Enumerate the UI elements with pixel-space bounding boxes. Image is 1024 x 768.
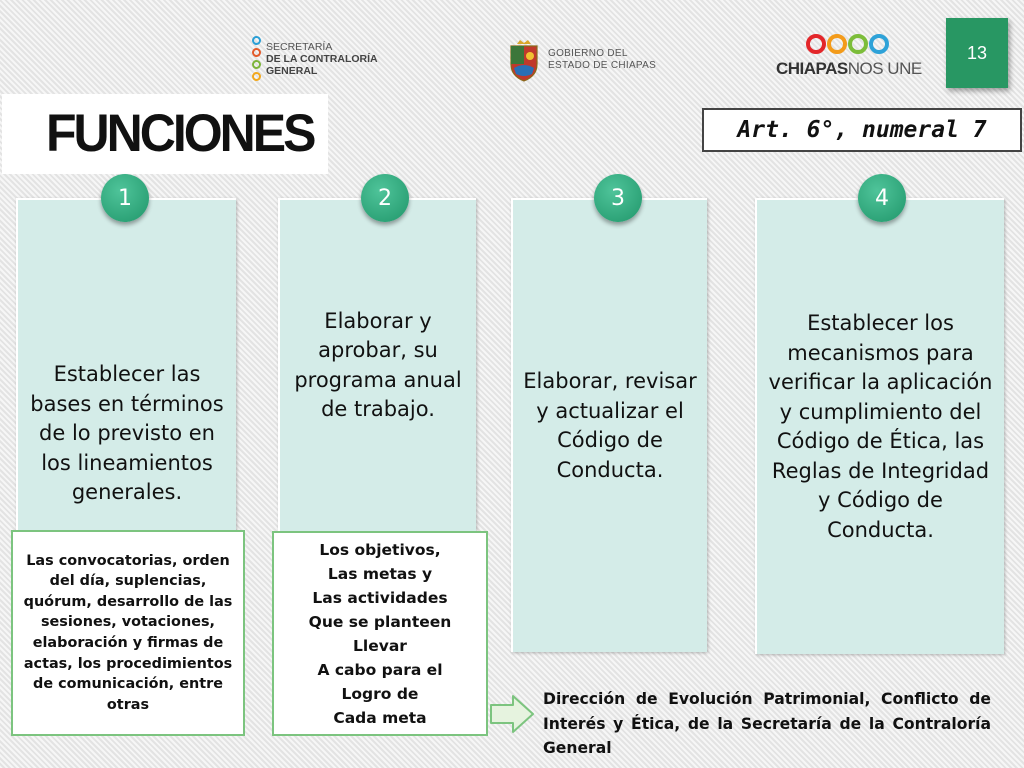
gobierno-logo-line1: GOBIERNO DEL: [548, 48, 628, 59]
note-line: Los objetivos,: [319, 540, 441, 559]
function-number-3: 3: [594, 174, 642, 222]
function-card-3: [511, 198, 707, 652]
note-line: Las actividades: [312, 588, 448, 607]
coat-of-arms-icon: [508, 38, 540, 82]
contraloria-logo-line3: GENERAL: [266, 64, 318, 77]
note-line: Llevar: [353, 636, 407, 655]
function-card-4: [755, 198, 1004, 654]
article-reference: Art. 6°, numeral 7: [702, 108, 1022, 152]
function-text-1: Establecer las bases en términos de lo previsto en los lineamientos generales.: [30, 362, 224, 505]
contraloria-logo: [252, 36, 378, 81]
function-number-1: 1: [101, 174, 149, 222]
page-title: FUNCIONES: [46, 103, 314, 163]
function-text-4: Establecer los mecanismos para verificar la aplicación y cumplimiento del Código de Ética, las Reglas de Integridad y Código de Conducta.: [768, 311, 993, 542]
right-arrow-icon: [489, 694, 535, 734]
chiapas-logo-strong: CHIAPAS: [776, 59, 848, 78]
note-line: Cada meta: [333, 708, 427, 727]
contraloria-dots-icon: [252, 36, 261, 81]
note-text-sessions: Las convocatorias, orden del día, suplencias, quórum, desarrollo de las sesiones, votaciones, elaboración y firmas de actas, los procedimientos de comunicación, entre otras: [23, 552, 233, 713]
contraloria-logo-line2: DE LA CONTRALORÍA: [266, 52, 378, 65]
chiapas-rings-icon: [806, 34, 889, 54]
contraloria-logo-line1: SECRETARÍA: [266, 40, 333, 53]
function-text-3: Elaborar, revisar y actualizar el Código de Conducta.: [523, 369, 697, 482]
chiapas-logo-light: NOS UNE: [847, 59, 922, 78]
gobierno-logo: [508, 38, 656, 82]
page-number-badge: 13: [946, 18, 1008, 88]
note-text-objectives: [309, 538, 452, 730]
footer-department: Dirección de Evolución Patrimonial, Conflicto de Interés y Ética, de la Secretaría de la Contraloría General: [543, 690, 991, 757]
note-line: Las metas y: [327, 564, 433, 583]
chiapas-nos-une-logo: [776, 34, 922, 79]
function-number-2: 2: [361, 174, 409, 222]
note-line: Que se planteen: [308, 612, 452, 631]
note-line: Logro de: [341, 684, 419, 703]
function-card-2: [278, 198, 476, 531]
function-text-2: Elaborar y aprobar, su programa anual de trabajo.: [294, 308, 462, 421]
gobierno-logo-line2: ESTADO DE CHIAPAS: [548, 60, 657, 71]
note-line: A cabo para el: [317, 660, 443, 679]
function-card-1: [16, 198, 236, 543]
note-box-sessions: [11, 530, 245, 736]
note-box-objectives: [272, 531, 488, 736]
function-number-4: 4: [858, 174, 906, 222]
